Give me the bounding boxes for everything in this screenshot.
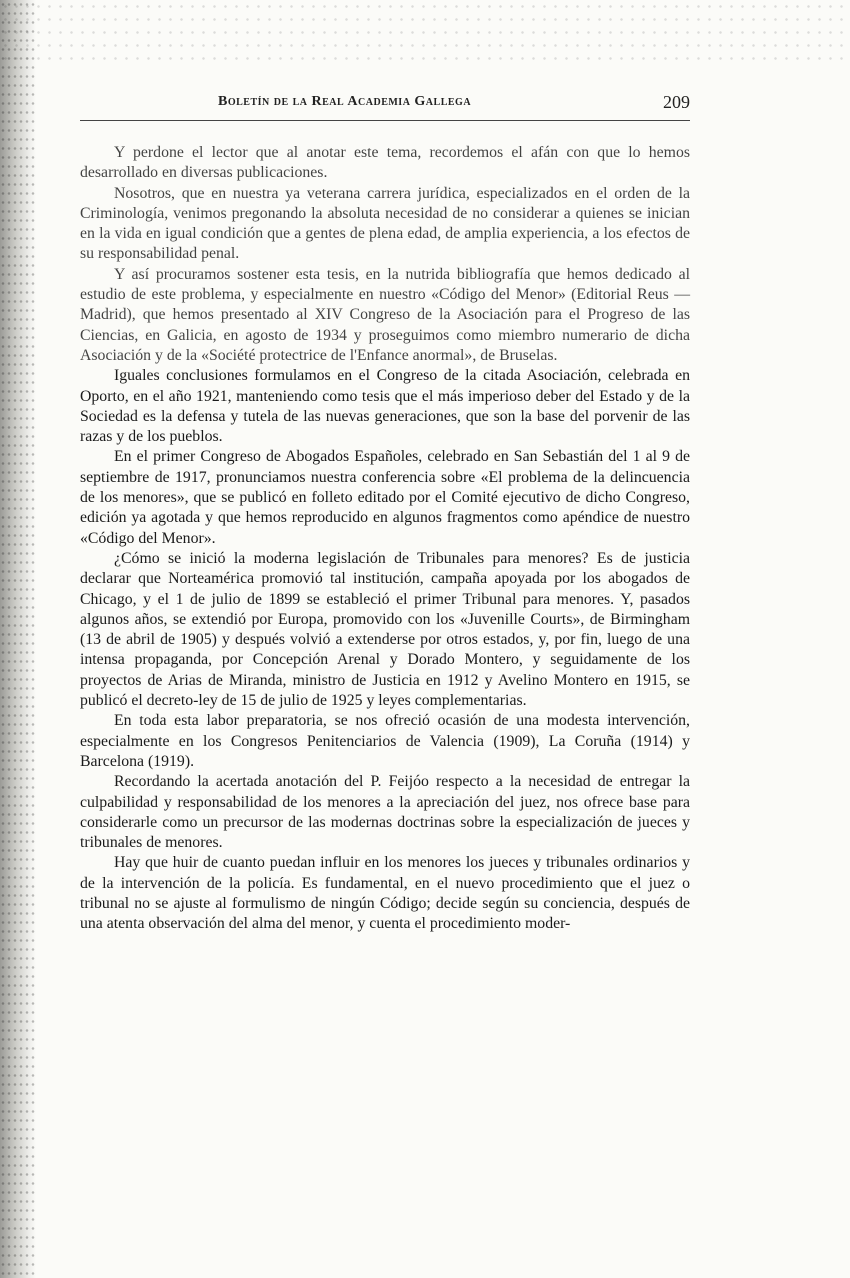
journal-title: Boletín de la Real Academia Gallega — [218, 94, 472, 109]
paragraph: Iguales conclusiones formulamos en el Congreso de la citada Asociación, celebrada en Oporto, en el año 1921, manteniendo como tesis que el más imperioso deber del Estado y de la Sociedad es la defensa y tutela de las nuevas generaciones, que son la base del porvenir de las razas y de los pueblos. — [80, 367, 690, 446]
page-number: 209 — [663, 92, 690, 112]
running-header — [80, 88, 690, 121]
paragraph: Recordando la acertada anotación del P. Feijóo respecto a la necesidad de entregar la culpabilidad y responsabilidad de los menores a la apreciación del juez, nos ofrece base para considerarle como un precursor de las modernas doctrinas sobre la especialización de jueces y tribunales de menores. — [80, 773, 690, 852]
paragraph: En toda esta labor preparatoria, se nos ofreció ocasión de una modesta intervención, especialmente en los Congresos Penitenciarios de Valencia (1909), La Coruña (1914) y Barcelona (1919). — [80, 712, 690, 770]
scan-noise-top — [0, 0, 850, 70]
paragraph: Y así procuramos sostener esta tesis, en la nutrida bibliografía que hemos dedicado al estudio de este problema, y especialmente en nuestro «Código del Menor» (Editorial Reus — Madrid), que hemos presentado al XIV Congreso de la Asociación para el Progreso de las Ciencias, en Galicia, en agosto de 1934 y proseguimos como miembro numerario de dicha Asociación y de la «Société protectrice de l'Enfance anormal», de Bruselas. — [80, 265, 690, 364]
paragraph: Hay que huir de cuanto puedan influir en los menores los jueces y tribunales ordinarios y de la intervención de la policía. Es fundamental, en el nuevo procedimiento que el juez o tribunal no se ajuste al formulismo de ningún Código; decide según su conciencia, después de una atenta observación del alma del menor, y cuenta el procedimiento moder- — [80, 854, 690, 933]
document-page — [80, 88, 690, 935]
scan-shadow-left — [0, 0, 36, 1278]
paragraph: ¿Cómo se inició la moderna legislación de Tribunales para menores? Es de justicia declarar que Norteamérica promovió tal institución, campaña apoyada por los abogados de Chicago, y el 1 de julio de 1899 se estableció el primer Tribunal para menores. Y, pasados algunos años, se extendió por Europa, promovido con los «Juvenille Courts», de Birmingham (13 de abril de 1905) y después volvió a extenderse por otros estados, y, por fin, luego de una intensa propaganda, por Concepción Arenal y Dorado Montero, y seguidamente de los proyectos de Arias de Miranda, ministro de Justicia en 1912 y Avelino Montero en 1915, se publicó el decreto-ley de 15 de julio de 1925 y leyes complementarias. — [80, 549, 690, 710]
paragraph: Nosotros, que en nuestra ya veterana carrera jurídica, especializados en el orden de la Criminología, venimos pregonando la absoluta necesidad de no considerar a quienes se inician en la vida en igual condición que a gentes de plena edad, de amplia experiencia, a los efectos de su responsabilidad penal. — [80, 184, 690, 263]
body-text — [80, 143, 690, 935]
paragraph: En el primer Congreso de Abogados Españoles, celebrado en San Sebastián del 1 al 9 de septiembre de 1917, pronunciamos nuestra conferencia sobre «El problema de la delincuencia de los menores», que se publicó en folleto editado por el Comité ejecutivo de dicho Congreso, edición ya agotada y que hemos reproducido en algunos fragmentos como apéndice de nuestro «Código del Menor». — [80, 448, 690, 547]
paragraph: Y perdone el lector que al anotar este tema, recordemos el afán con que lo hemos desarrollado en diversas publicaciones. — [80, 144, 690, 182]
